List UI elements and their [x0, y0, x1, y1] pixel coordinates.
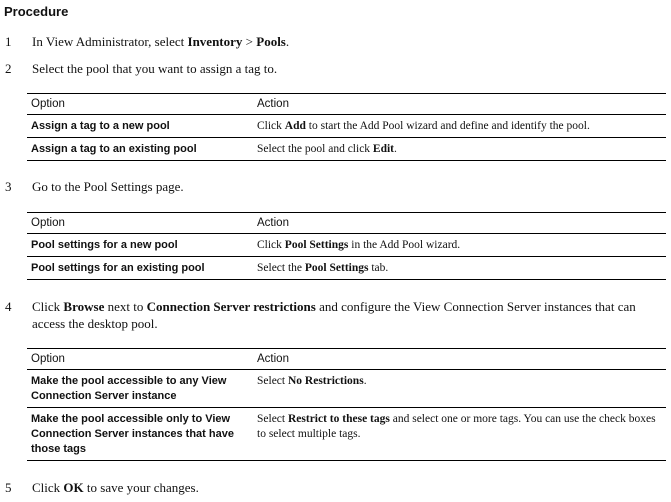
table-row: [27, 234, 666, 257]
options-table-1: [27, 93, 666, 161]
action-cell: Select the pool and click Edit.: [253, 138, 666, 161]
option-cell: Pool settings for a new pool: [27, 234, 253, 257]
action-cell: Select Restrict to these tags and select one or more tags. You can use the check boxes to select multiple tags.: [253, 408, 666, 461]
ok-button-ref: OK: [63, 480, 84, 495]
table-row: [27, 408, 666, 461]
table-row: [27, 138, 666, 161]
inventory-menu-ref: Inventory: [187, 34, 243, 49]
action-cell: Click Add to start the Add Pool wizard and define and identify the pool.: [253, 115, 666, 138]
option-header: Option: [27, 213, 253, 234]
option-header: Option: [27, 349, 253, 370]
option-cell: Pool settings for an existing pool: [27, 257, 253, 280]
action-header: Action: [253, 94, 666, 115]
step-text: Click OK to save your changes.: [32, 480, 199, 495]
action-cell: Select No Restrictions.: [253, 370, 666, 408]
step-number: 4: [5, 299, 12, 314]
procedure-heading: Procedure: [4, 4, 69, 19]
table-header-row: [27, 213, 666, 234]
step-text: Select the pool that you want to assign a tag to.: [32, 61, 278, 76]
browse-button-ref: Browse: [63, 299, 105, 314]
action-cell: Click Pool Settings in the Add Pool wizard.: [253, 234, 666, 257]
step-text: In View Administrator, select Inventory > Pools.: [32, 34, 290, 49]
options-table-3: [27, 348, 666, 461]
option-cell: Make the pool accessible only to View Connection Server instances that have those tags: [27, 408, 253, 461]
table-header-row: [27, 94, 666, 115]
action-header: Action: [253, 213, 666, 234]
step-number: 5: [5, 480, 12, 495]
connection-server-restrictions-ref: Connection Server restrictions: [146, 299, 316, 314]
step-number: 2: [5, 61, 12, 76]
table-row: [27, 115, 666, 138]
option-cell: Make the pool accessible to any View Connection Server instance: [27, 370, 253, 408]
step-text: Click Browse next to Connection Server restrictions and configure the View Connection Server instances that can access the desktop pool.: [32, 299, 636, 331]
step-number: 3: [5, 179, 12, 194]
step-text: Go to the Pool Settings page.: [32, 179, 184, 194]
action-cell: Select the Pool Settings tab.: [253, 257, 666, 280]
table-row: [27, 257, 666, 280]
step-number: 1: [5, 34, 12, 49]
option-header: Option: [27, 94, 253, 115]
table-header-row: [27, 349, 666, 370]
option-cell: Assign a tag to a new pool: [27, 115, 253, 138]
table-row: [27, 370, 666, 408]
options-table-2: [27, 212, 666, 280]
pools-menu-ref: Pools: [256, 34, 286, 49]
option-cell: Assign a tag to an existing pool: [27, 138, 253, 161]
action-header: Action: [253, 349, 666, 370]
